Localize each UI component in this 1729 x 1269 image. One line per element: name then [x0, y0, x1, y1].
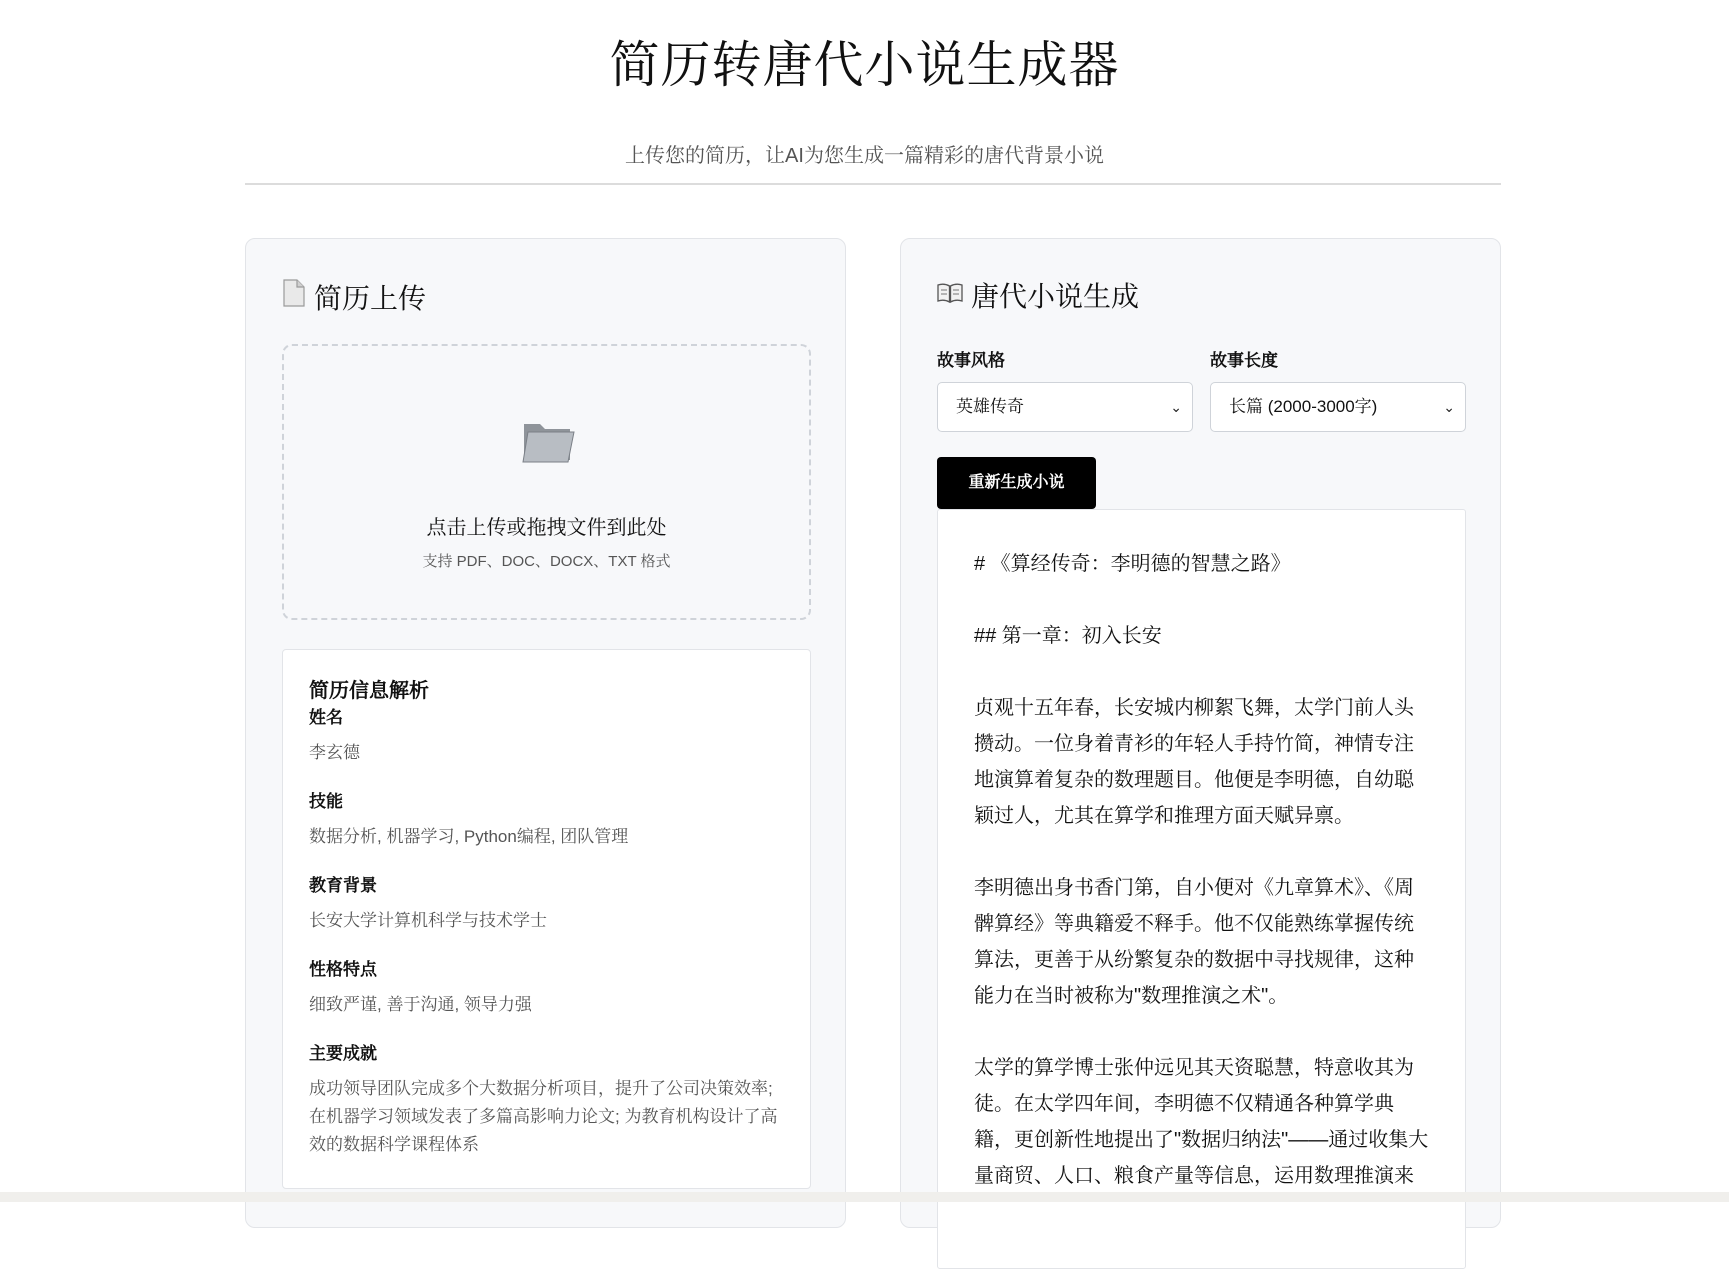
info-value: 长安大学计算机科学与技术学士	[309, 911, 547, 930]
info-value: 成功领导团队完成多个大数据分析项目，提升了公司决策效率; 在机器学习领域发表了多篇高影响力论文; 为教育机构设计了高效的数据科学课程体系	[309, 1079, 778, 1154]
chevron-down-icon: ⌄	[1170, 399, 1182, 415]
bottom-edge	[0, 1192, 1729, 1202]
chevron-down-icon: ⌄	[1443, 399, 1455, 415]
page-title: 简历转唐代小说生成器	[609, 37, 1120, 93]
info-label: 主要成就	[309, 1044, 377, 1063]
novel-output	[937, 509, 1466, 1269]
info-label: 性格特点	[309, 960, 377, 979]
page-subtitle: 上传您的简历，让AI为您生成一篇精彩的唐代背景小说	[625, 145, 1104, 167]
resume-upload-title: 简历上传	[314, 282, 427, 314]
document-icon	[282, 279, 306, 318]
novel-generation-panel	[900, 238, 1501, 1228]
info-item-achievements	[309, 1042, 784, 1159]
info-item-personality	[309, 958, 784, 1019]
upload-instruction: 点击上传或拖拽文件到此处	[426, 517, 667, 539]
novel-title-line: # 《算经传奇：李明德的智慧之路》	[974, 553, 1291, 575]
story-style-select[interactable]	[937, 382, 1193, 432]
resume-upload-heading	[282, 279, 426, 318]
info-value: 数据分析, 机器学习, Python编程, 团队管理	[309, 827, 629, 846]
open-book-icon	[937, 279, 963, 315]
info-item-skills	[309, 790, 784, 851]
resume-info-card	[282, 649, 811, 1189]
story-style-label: 故事风格	[937, 351, 1005, 370]
story-length-select[interactable]	[1210, 382, 1466, 432]
info-item-name	[309, 706, 784, 767]
story-length-value: 长篇 (2000-3000字)	[1229, 397, 1378, 416]
regenerate-novel-button[interactable]: 重新生成小说	[937, 457, 1096, 509]
novel-generation-heading	[937, 279, 1139, 315]
info-value: 细致严谨, 善于沟通, 领导力强	[309, 995, 532, 1014]
novel-paragraph: 贞观十五年春，长安城内柳絮飞舞，太学门前人头攒动。一位身着青衫的年轻人手持竹简，神情专注地演算着复杂的数理题目。他便是李明德，自幼聪颖过人，尤其在算学和推理方面天赋异禀。	[974, 697, 1414, 827]
resume-info-title: 简历信息解析	[309, 680, 429, 702]
info-item-education	[309, 874, 784, 935]
info-label: 教育背景	[309, 876, 377, 895]
novel-paragraph: 李明德出身书香门第，自小便对《九章算术》、《周髀算经》等典籍爱不释手。他不仅能熟练掌握传统算法，更善于从纷繁复杂的数据中寻找规律，这种能力在当时被称为"数理推演之术"。	[974, 877, 1414, 1007]
info-label: 技能	[309, 792, 343, 811]
upload-format-hint: 支持 PDF、DOC、DOCX、TXT 格式	[422, 553, 671, 570]
story-style-value: 英雄传奇	[956, 397, 1024, 416]
file-upload-dropzone[interactable]	[282, 344, 811, 620]
resume-upload-panel	[245, 238, 846, 1228]
info-label: 姓名	[309, 708, 343, 727]
novel-chapter-line: ## 第一章：初入长安	[974, 625, 1162, 647]
story-length-label: 故事长度	[1210, 351, 1278, 370]
folder-icon	[520, 416, 576, 464]
novel-paragraph: 太学的算学博士张仲远见其天资聪慧，特意收其为徒。在太学四年间，李明德不仅精通各种算学典籍，更创新性地提出了"数据归纳法"——通过收集大量商贸、人口、粮食产量等信息，运用数理推演来	[974, 1057, 1429, 1187]
info-value: 李玄德	[309, 743, 360, 762]
header-divider	[245, 183, 1501, 185]
page-header	[0, 0, 1729, 168]
novel-generation-title: 唐代小说生成	[971, 281, 1140, 312]
